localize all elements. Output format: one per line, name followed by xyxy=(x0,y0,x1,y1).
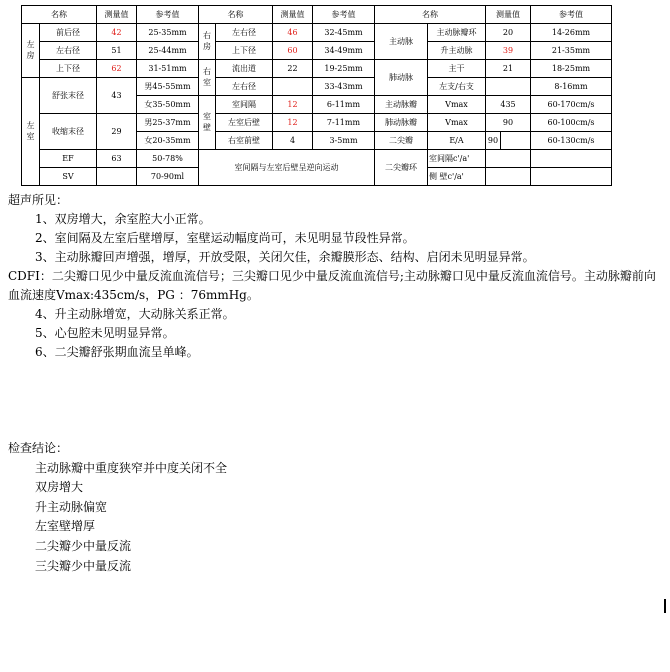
row-value: 29 xyxy=(97,114,137,150)
row-ref: 女35-50mm xyxy=(137,96,199,114)
row-name: 前后径 xyxy=(40,24,97,42)
row-ref: 33-43mm xyxy=(313,78,375,96)
row-ref: 男45-55mm xyxy=(137,78,199,96)
row-value: 12 xyxy=(273,114,313,132)
finding-item: 2、室间隔及左室后壁增厚，室壁运动幅度尚可，未见明显节段性异常。 xyxy=(35,231,415,245)
mitral-ring-item: 室间隔c'/a' xyxy=(428,150,486,168)
row-value xyxy=(486,78,531,96)
row-value: 12 xyxy=(273,96,313,114)
conclusion-section xyxy=(8,439,227,576)
mitral-ring-value xyxy=(486,150,531,168)
conclusion-item: 二尖瓣少中量反流 xyxy=(35,538,132,553)
row-ref: 25-35mm xyxy=(137,24,199,42)
row-name: 收缩末径 xyxy=(40,114,97,150)
valve-ref: 60-100cm/s xyxy=(531,114,612,132)
row-name: 左右径 xyxy=(216,24,273,42)
row-ref: 7-11mm xyxy=(313,114,375,132)
finding-item: 5、心包腔未见明显异常。 xyxy=(35,326,175,340)
mitral-ring-value xyxy=(486,168,531,186)
row-name: 左支/右支 xyxy=(428,78,486,96)
conclusion-title: 检查结论： xyxy=(8,441,69,455)
row-value: 60 xyxy=(273,42,313,60)
group-aorta: 主动脉 xyxy=(375,24,428,60)
conclusion-item: 左室壁增厚 xyxy=(35,519,96,534)
row-ref: 8-16mm xyxy=(531,78,612,96)
valve-group: 主动脉瓣 xyxy=(375,96,428,114)
valve-group: 肺动脉瓣 xyxy=(375,114,428,132)
motion-note: 室间隔与左室后壁呈逆向运动 xyxy=(199,150,375,186)
conclusion-item: 双房增大 xyxy=(35,480,84,495)
conclusion-item: 主动脉瓣中重度狭窄并中度关闭不全 xyxy=(35,460,228,475)
header-measured: 测量值 xyxy=(97,6,137,24)
row-ref: 19-25mm xyxy=(313,60,375,78)
valve-value: 90 xyxy=(486,114,531,132)
row-ref: 70-90ml xyxy=(137,168,199,186)
group-left-ventricle: 左 室 xyxy=(22,78,40,186)
row-name: 上下径 xyxy=(216,42,273,60)
mitral-ring-ref xyxy=(531,150,612,168)
row-value: 43 xyxy=(97,78,137,114)
row-name: 升主动脉 xyxy=(428,42,486,60)
row-name: 舒张末径 xyxy=(40,78,97,114)
mitral-ring-item: 侧 壁c'/a' xyxy=(428,168,486,186)
row-ref: 34-49mm xyxy=(313,42,375,60)
row-value: 62 xyxy=(97,60,137,78)
header-name: 名称 xyxy=(22,6,97,24)
row-value: 46 xyxy=(273,24,313,42)
row-ref: 3-5mm xyxy=(313,132,375,150)
valve-ref: 60-130cm/s xyxy=(531,132,612,150)
row-value: 42 xyxy=(97,24,137,42)
row-value: 63 xyxy=(97,150,137,168)
valve-param: Vmax xyxy=(428,114,486,132)
row-name: EF xyxy=(40,150,97,168)
row-name: SV xyxy=(40,168,97,186)
valve-ref: 60-170cm/s xyxy=(531,96,612,114)
row-ref: 32-45mm xyxy=(313,24,375,42)
row-value: 4 xyxy=(273,132,313,150)
valve-value: 90 xyxy=(486,132,501,150)
finding-item: 3、主动脉瓣回声增强，增厚，开放受限，关闭欠佳，余瓣膜形态、结构、启闭未见明显异常。 xyxy=(35,250,535,264)
row-ref: 21-35mm xyxy=(531,42,612,60)
group-ventricular-wall: 室 壁 xyxy=(199,96,216,150)
finding-item: 1、双房增大，余室腔大小正常。 xyxy=(35,212,211,226)
finding-item: 6、二尖瓣舒张期血流呈单峰。 xyxy=(35,345,199,359)
mitral-ring-ref xyxy=(531,168,612,186)
row-name: 室间隔 xyxy=(216,96,273,114)
findings-title: 超声所见： xyxy=(8,193,69,207)
findings-section xyxy=(8,191,663,362)
row-ref: 14-26mm xyxy=(531,24,612,42)
valve-group: 二尖瓣 xyxy=(375,132,428,150)
row-ref: 女20-35mm xyxy=(137,132,199,150)
group-mitral-ring: 二尖瓣环 xyxy=(375,150,428,186)
row-ref: 18-25mm xyxy=(531,60,612,78)
group-left-atrium: 左 房 xyxy=(22,24,40,78)
group-right-ventricle: 右 室 xyxy=(199,60,216,96)
text-cursor xyxy=(664,599,666,613)
row-value: 39 xyxy=(486,42,531,60)
row-ref: 31-51mm xyxy=(137,60,199,78)
row-ref: 25-44mm xyxy=(137,42,199,60)
header-reference: 参考值 xyxy=(531,6,612,24)
group-right-atrium: 右 房 xyxy=(199,24,216,60)
header-reference: 参考值 xyxy=(313,6,375,24)
header-name: 名称 xyxy=(199,6,273,24)
header-measured: 测量值 xyxy=(486,6,531,24)
valve-param: E/A xyxy=(428,132,486,150)
row-name: 流出道 xyxy=(216,60,273,78)
row-name: 左室后壁 xyxy=(216,114,273,132)
conclusion-item: 三尖瓣少中量反流 xyxy=(35,558,132,573)
group-pulmonary-artery: 肺动脉 xyxy=(375,60,428,96)
row-value xyxy=(273,78,313,96)
header-measured: 测量值 xyxy=(273,6,313,24)
valve-param: Vmax xyxy=(428,96,486,114)
row-value: 22 xyxy=(273,60,313,78)
row-ref: 男25-37mm xyxy=(137,114,199,132)
measurement-table xyxy=(21,5,612,186)
row-ref: 6-11mm xyxy=(313,96,375,114)
row-name: 右室前壁 xyxy=(216,132,273,150)
valve-empty xyxy=(501,132,531,150)
cdfi-text: CDFI：二尖瓣口见少中量反流血流信号；三尖瓣口见少中量反流血流信号;主动脉瓣口见中量反流血流信号。主动脉瓣前向血流速度Vmax:435cm/s，PG ：76mmHg。 xyxy=(8,269,656,302)
row-name: 主动脉瓣环 xyxy=(428,24,486,42)
header-name: 名称 xyxy=(375,6,486,24)
header-reference: 参考值 xyxy=(137,6,199,24)
row-value: 20 xyxy=(486,24,531,42)
row-value: 51 xyxy=(97,42,137,60)
row-name: 主干 xyxy=(428,60,486,78)
row-name: 上下径 xyxy=(40,60,97,78)
row-ref: 50-78% xyxy=(137,150,199,168)
row-name: 左右径 xyxy=(216,78,273,96)
row-name: 左右径 xyxy=(40,42,97,60)
valve-value: 435 xyxy=(486,96,531,114)
conclusion-item: 升主动脉偏宽 xyxy=(35,499,108,514)
row-value: 21 xyxy=(486,60,531,78)
finding-item: 4、升主动脉增宽，大动脉关系正常。 xyxy=(35,307,235,321)
row-value xyxy=(97,168,137,186)
